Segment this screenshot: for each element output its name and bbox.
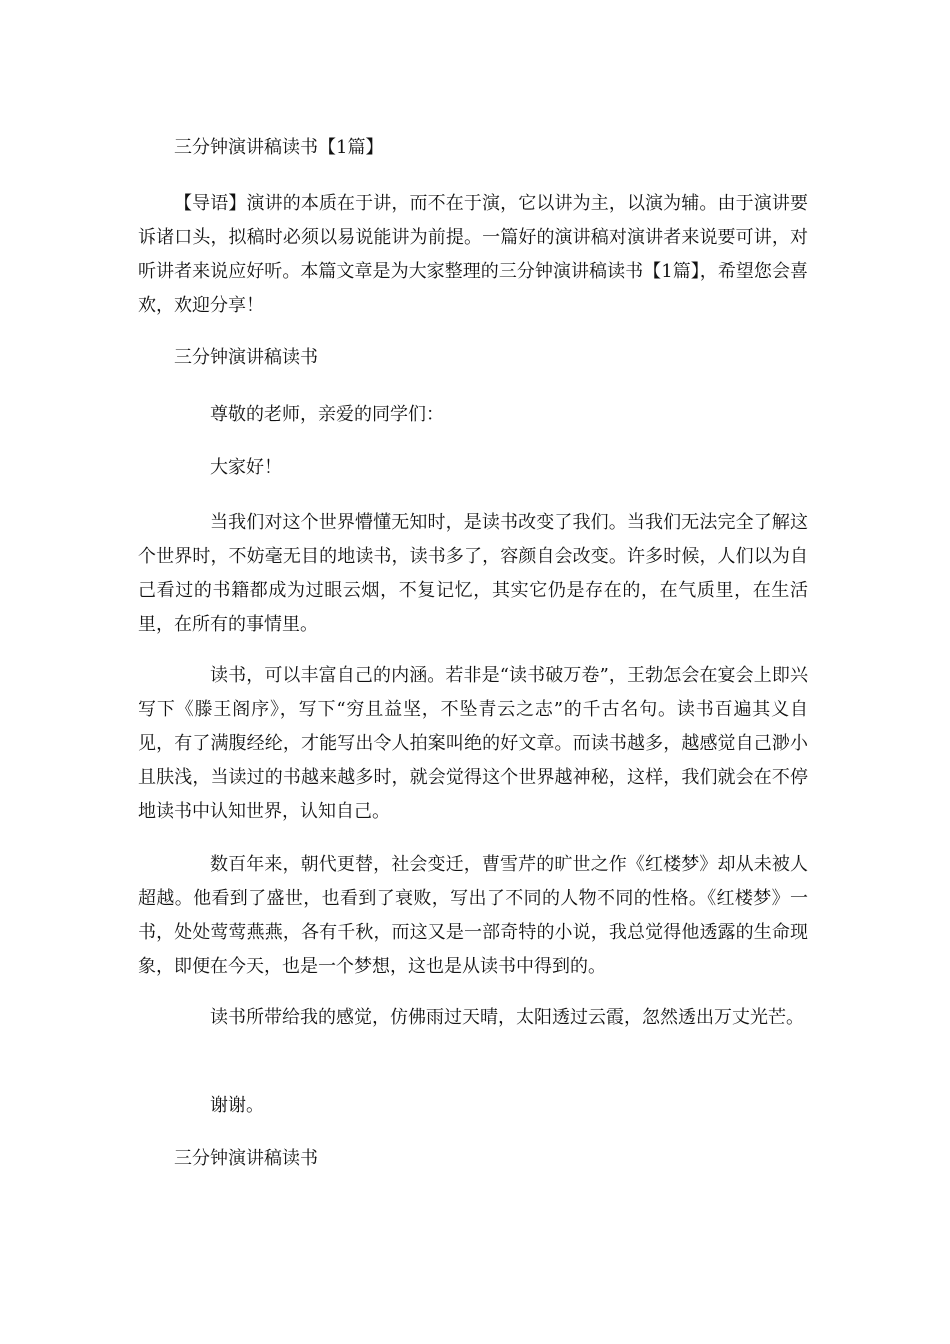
intro-paragraph: 【导语】演讲的本质在于讲，而不在于演，它以讲为主，以演为辅。由于演讲要诉诸口头，拟稿时必须以易说能讲为前提。一篇好的演讲稿对演讲者来说要可讲，对听讲者来说应好听。本篇文章是为大家整理的三分钟演讲稿读书【1篇】，希望您会喜欢，欢迎分享！ [138, 193, 808, 316]
body-paragraph-4: 读书所带给我的感觉，仿佛雨过天晴，太阳透过云霞，忽然透出万丈光芒。 [210, 1007, 804, 1028]
salutation: 尊敬的老师，亲爱的同学们： [210, 404, 444, 425]
greeting: 大家好！ [210, 457, 282, 478]
footer-heading: 三分钟演讲稿读书 [174, 1148, 318, 1169]
body-paragraph-2: 读书，可以丰富自己的内涵。若非是“读书破万卷”，王勃怎会在宴会上即兴写下《滕王阁序》，写下“穷且益坚，不坠青云之志”的千古名句。读书百遍其义自见，有了满腹经纶，才能写出令人拍案叫绝的好文章。而读书越多，越感觉自己渺小且肤浅，当读过的书越来越多时，就会觉得这个世界越神秘，这样，我们就会在不停地读书中认知世界，认知自己。 [138, 665, 808, 822]
document-title: 三分钟演讲稿读书【1篇】 [174, 137, 384, 158]
section-heading: 三分钟演讲稿读书 [174, 347, 318, 368]
body-paragraph-3: 数百年来，朝代更替，社会变迁，曹雪芹的旷世之作《红楼梦》却从未被人超越。他看到了盛世，也看到了衰败，写出了不同的人物不同的性格。《红楼梦》一书，处处莺莺燕燕，各有千秋，而这又是一部奇特的小说，我总觉得他透露的生命现象，即便在今天，也是一个梦想，这也是从读书中得到的。 [138, 854, 808, 977]
body-paragraph-1: 当我们对这个世界懵懂无知时，是读书改变了我们。当我们无法完全了解这个世界时，不妨毫无目的地读书，读书多了，容颜自会改变。许多时候，人们以为自己看过的书籍都成为过眼云烟，不复记忆，其实它仍是存在的，在气质里，在生活里，在所有的事情里。 [138, 512, 808, 635]
closing: 谢谢。 [210, 1095, 264, 1116]
